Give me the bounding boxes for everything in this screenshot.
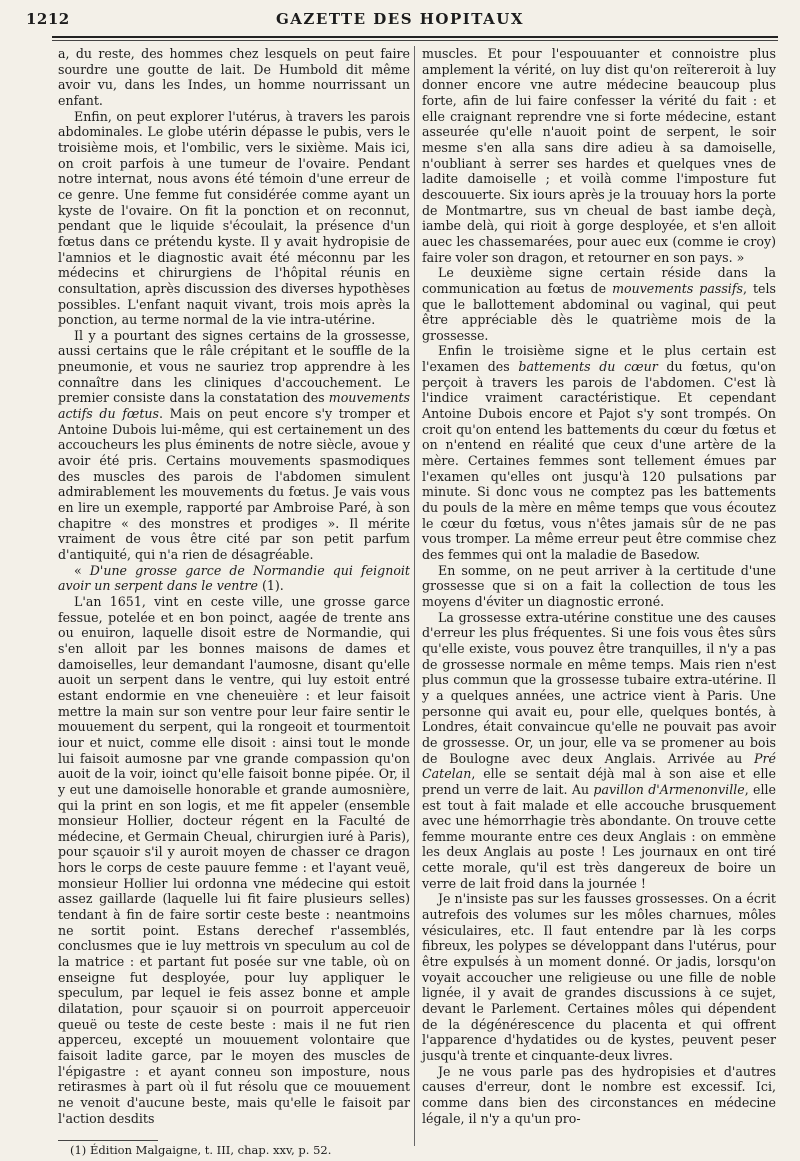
page-header bbox=[18, 6, 782, 32]
running-title: GAZETTE DES HOPITAUX bbox=[275, 10, 524, 28]
paragraph-text: La grossesse extra-utérine constitue une des causes d'erreur les plus fréquentes. Si une fois vous êtes sûrs qu'elle existe, vous pouvez être tranquilles, il n'y a pas de grossesse normale en même temps. Mais rien n'est plus commun que la grossesse tubaire extra-utérine. Il y a quelques années, une actrice vient à Paris. Une personne qui avait eu, pour elle, quelques bontés, à Londres, était convaincue qu'elle ne pouvait pas avoir de grossesse. Or, un jour, elle va se promener au bois de Boulogne avec deux Anglais. Arrivée au bbox=[422, 609, 776, 766]
paragraph-text: , elle est tout à fait malade et elle accouche brusquement avec une hémorrhagie très abondante. On trouve cette femme mourante entre ces deux Anglais : on emmène les deux Anglais au poste ! Les journaux en ont tiré cette morale, qu'il est très dangereux de boire un verre de lait froid dans la journée ! bbox=[422, 781, 777, 891]
paragraph-text: Le deuxième signe certain réside dans la communication au fœtus de bbox=[422, 265, 776, 296]
paragraph-text: En somme, on ne peut arriver à la certitude d'une grossesse que si on a fait la collection de tous les moyens d'éviter un diagnostic erroné. bbox=[422, 562, 776, 609]
emphasis-text: battements du cœur bbox=[518, 359, 658, 375]
paragraph bbox=[422, 46, 776, 265]
column-divider bbox=[414, 46, 415, 1146]
paragraph bbox=[422, 610, 776, 892]
paragraph bbox=[422, 891, 776, 1063]
paragraph bbox=[422, 563, 776, 610]
paragraph bbox=[58, 563, 410, 594]
paragraph-text: Je n'insiste pas sur les fausses grossesses. On a écrit autrefois des volumes sur les môles charnues, môles vésiculaires, etc. Il faut entendre par là les corps fibreux, les polypes se développant dans l'utérus, pour être expulsés à un moment donné. Or jadis, lorsqu'on voyait accoucher une religieuse ou une fille de noble lignée, il y avait de grandes discussions à ce sujet, devant le Parlement. Certaines môles qui dépendent de la dégénérescence du placenta et qui offrent l'apparence d'hydatides ou de kystes, peuvent peser jusqu'à trente et cinquante-deux livres. bbox=[422, 891, 776, 1063]
right-column bbox=[422, 46, 776, 1126]
paragraph bbox=[58, 46, 410, 109]
paragraph-text: Enfin, on peut explorer l'utérus, à travers les parois abdominales. Le globe utérin dépasse le pubis, vers le troisième mois, et l'ombilic, vers le sixième. Mais ici, on croit parfois à une tumeur de l'ovaire. Pendant notre internat, nous avons été témoin d'une erreur de ce genre. Une femme fut considérée comme ayant un kyste de l'ovaire. On fit la ponction et on reconnut, pendant que le liquide s'écoulait, la présence d'un fœtus dans ce prétendu kyste. Il y avait hydropisie de l'amnios et le diagnostic avait été méconnu par les médecins et chirurgiens de l'hôpital réunis en consultation, après discussion des diverses hypothèses possibles. L'enfant naquit vivant, trois mois après la ponction, au terme normal de la vie intra-utérine. bbox=[58, 108, 410, 328]
paragraph-text: a, du reste, des hommes chez lesquels on peut faire sourdre une goutte de lait. De Humbold dit même avoir vu, dans les Indes, un homme nourrissant un enfant. bbox=[58, 46, 410, 108]
paragraph-text: Il y a pourtant des signes certains de la grossesse, aussi certains que le râle crépitant et le souffle de la pneumonie, et vous ne sauriez trop apprendre à les connaître dans les cliniques d'accouchement. Le premier consiste dans la constatation des bbox=[58, 327, 410, 406]
paragraph-text: . Mais on peut encore s'y tromper et Antoine Dubois lui-même, qui est certainement un des accoucheurs les plus éminents de notre siècle, avoue y avoir été pris. Certains mouvements spasmodiques des muscles des parois de l'abdomen simulent admirablement les mouvements du fœtus. Je vais vous en lire un exemple, rapporté par Ambroise Paré, à son chapitre « des monstres et prodiges ». Il mérite vraiment de vous être cité par son petit parfum d'antiquité, qui n'a rien de désagréable. bbox=[58, 406, 410, 562]
paragraph bbox=[422, 343, 776, 562]
footnote: (1) Édition Malgaigne, t. III, chap. xxv, p. 52. bbox=[70, 1143, 332, 1157]
paragraph bbox=[58, 109, 410, 328]
paragraph-text: muscles. Et pour l'espouuanter et connoistre plus amplement la vérité, on luy dist qu'on reïtereroit à luy donner encore vne autre médecine beaucoup plus forte, afin de lui faire confesser la vérité du fait : et elle craignant reprendre vne si forte médecine, estant asseurée qu'elle n'auoit point de serpent, le soir mesme s'en alla sans dire adieu à sa damoiselle, n'oubliant à serrer ses hardes et quelques vnes de ladite damoiselle ; et voilà comme l'imposture fut descouuerte. Six iours après je la trouuay hors la porte de Montmartre, sus vn cheual de bast iambe deçà, iambe delà, qui rioit à gorge desployée, et s'en alloit auec les chassemarées, pour auec eux (comme ie croy) faire voler son dragon, et retourner en son pays. » bbox=[422, 46, 776, 265]
header-rule-thin bbox=[52, 40, 778, 41]
emphasis-text: D'une grosse garce de Normandie qui feignoit avoir un serpent dans le ventre bbox=[58, 562, 410, 594]
paragraph-text: (1). bbox=[257, 578, 284, 594]
paragraph bbox=[58, 328, 410, 563]
paragraph-text: , tels que le ballottement abdominal ou vaginal, qui peut être appréciable dès le quatrième mois de la grossesse. bbox=[422, 280, 776, 343]
paragraph-text: Enfin le troisième signe et le plus certain est l'examen des bbox=[422, 343, 776, 375]
emphasis-text: pavillon d'Armenonville bbox=[593, 781, 745, 797]
emphasis-text: mouvements actifs du fœtus bbox=[58, 390, 410, 422]
paragraph-text: « bbox=[74, 562, 90, 578]
paragraph bbox=[422, 265, 776, 343]
emphasis-text: Pré Catelan bbox=[422, 750, 776, 782]
page-number: 1212 bbox=[26, 10, 70, 28]
paragraph-text: L'an 1651, vint en ceste ville, une grosse garce fessue, potelée et en bon poinct, aagée de trente ans ou enuiron, laquelle disoit estre de Normandie, qui s'en alloit par les bonnes maisons de dames et damoiselles, leur demandant l'aumosne, disant qu'elle auoit un serpent dans le ventre, qui luy estoit entré estant endormie en vne cheneuière : et leur faisoit mettre la main sur son ventre pour leur faire sentir le mouuement du serpent, qui la rongeoit et tourmentoit iour et nuict, comme elle disoit : ainsi tout le monde lui faisoit aumosne par vne grande compassion qu'on auoit de la voir, ioinct qu'elle faisoit bonne pipée. Or, il y eut une damoiselle honorable et grande aumosnière, qui la print en son logis, et me fit appeler (ensemble monsieur Hollier, docteur régent en la Faculté de médecine, et Germain Cheual, chirurgien iuré à Paris), pour sçauoir s'il y auroit moyen de chasser ce dragon hors le corps de ceste pauure femme : et l'ayant veuë, monsieur Hollier lui ordonna vne médecine qui estoit assez gaillarde (laquelle lui fit faire plusieurs selles) tendant à fin de faire sortir ceste beste : neantmoins ne sortit point. Estans derechef r'assemblés, conclusmes que ie luy mettrois vn speculum au col de la matrice : et partant fut posée sur vne table, où on enseigne fut desployée, pour luy appliquer le speculum, par lequel ie feis assez bonne et ample dilatation, pour sçauoir si on pourroit apperceuoir queuë ou teste de ceste beste : mais il ne fut rien apperceu, excepté un mouuement volontaire que faisoit ladite garce, par le moyen des muscles de l'épigastre : et ayant conneu son imposture, nous retirasmes à part où il fut résolu que ce mouuement ne venoit d'aucune beste, mais qu'elle le faisoit par l'action desdits bbox=[58, 593, 410, 1126]
footnote-rule bbox=[58, 1140, 158, 1141]
header-rule bbox=[52, 36, 778, 38]
left-column bbox=[58, 46, 410, 1126]
paragraph bbox=[422, 1064, 776, 1127]
paragraph-text: Je ne vous parle pas des hydropisies et d'autres causes d'erreur, dont le nombre est excessif. Ici, comme dans bien des circonstances en médecine légale, il n'y a qu'un pro- bbox=[422, 1063, 776, 1126]
paragraph-text: du fœtus, qu'on perçoit à travers les parois de l'abdomen. C'est là l'indice vraiment caractéristique. Et cependant Antoine Dubois encore et Pajot s'y sont trompés. On croit qu'on entend les battements du cœur du fœtus et on n'entend en réalité que ceux d'une artère de la mère. Certaines femmes sont tellement émues par l'examen qu'elles ont jusqu'à 120 pulsations par minute. Si donc vous ne comptez pas les battements du pouls de la mère en même temps que vous écoutez le cœur du fœtus, vous n'êtes jamais sûr de ne pas vous tromper. La même erreur peut être commise chez des femmes qui ont la maladie de Basedow. bbox=[422, 359, 777, 562]
paragraph bbox=[58, 594, 410, 1126]
paragraph-text: , elle se sentait déjà mal à son aise et elle prend un verre de lait. Au bbox=[422, 766, 776, 797]
emphasis-text: mouvements passifs bbox=[612, 280, 743, 296]
